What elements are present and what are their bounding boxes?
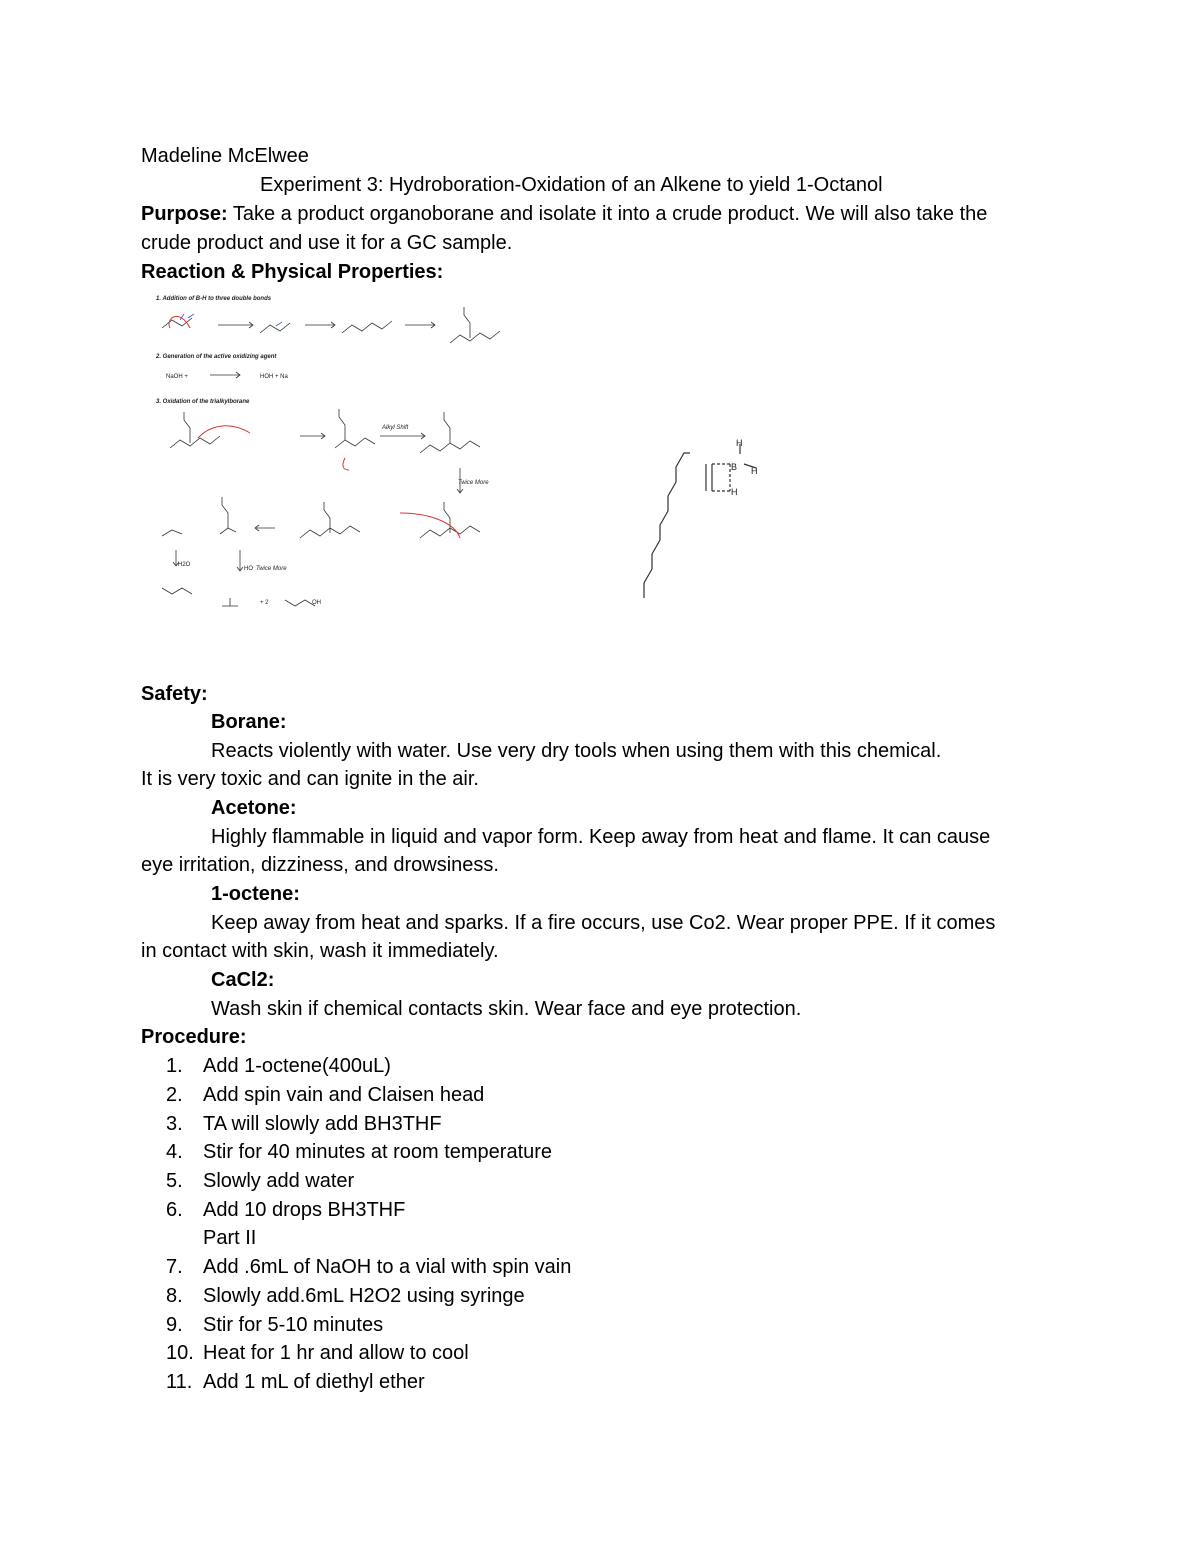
mechanism-step1-label: 1. Addition of B-H to three double bonds [156,296,272,302]
safety-heading: Safety: [141,683,208,705]
safety-item-line-1: Keep away from heat and sparks. If a fire occurs, use Co2. Wear proper PPE. If it comes [211,912,996,934]
reaction-heading: Reaction & Physical Properties: [141,261,444,283]
mechanism-step2-label: 2. Generation of the active oxidizing agent [156,354,277,360]
twice-more-label: Twice More [458,480,489,486]
step-text: Add 10 drops BH3THF [203,1199,406,1221]
step-number: 3. [166,1113,183,1135]
step-number: 4. [166,1141,183,1163]
step-number: 9. [166,1314,183,1336]
safety-item-name: 1-octene: [211,883,300,905]
step-number: 1. [166,1055,183,1077]
step-text: Add spin vain and Claisen head [203,1084,485,1106]
part-two-label: Part II [203,1227,257,1249]
svg-text:H: H [736,438,743,448]
author-name: Madeline McElwee [141,145,309,167]
step-text: Slowly add water [203,1170,355,1192]
step-text: Add 1-octene(400uL) [203,1055,391,1077]
purpose-label: Purpose: [141,203,228,225]
page-title: Experiment 3: Hydroboration-Oxidation of an Alkene to yield 1-Octanol [260,174,883,196]
octene-borane-structure [630,430,780,605]
step-number: 2. [166,1084,183,1106]
procedure-heading: Procedure: [141,1026,247,1048]
step-number: 7. [166,1256,183,1278]
ho-label: HO [244,566,253,572]
step-text: Add 1 mL of diethyl ether [203,1371,425,1393]
step-text: TA will slowly add BH3THF [203,1113,442,1135]
oh-label: OH [312,600,321,606]
safety-item-line-2: in contact with skin, wash it immediately. [141,940,499,962]
plus-two-label: + 2 [260,600,269,606]
step-text: Stir for 40 minutes at room temperature [203,1141,553,1163]
h2o-label: H2O [178,562,191,568]
safety-item-name: Acetone: [211,797,297,819]
twice-more-label-2: Twice More [256,566,287,572]
safety-item-name: CaCl2: [211,969,275,991]
safety-item-line-1: Highly flammable in liquid and vapor form. Keep away from heat and flame. It can cause [211,826,991,848]
svg-text:H: H [751,466,758,476]
step-number: 10. [166,1342,194,1364]
safety-item-line-2: It is very toxic and can ignite in the air. [141,768,479,790]
step-number: 11. [166,1371,193,1393]
step-text: Stir for 5-10 minutes [203,1314,384,1336]
safety-item-line-2: eye irritation, dizziness, and drowsiness. [141,854,499,876]
safety-item-name: Borane: [211,711,287,733]
mechanism-step3-label: 3. Oxidation of the trialkylborane [156,399,250,405]
purpose-text-1: Take a product organoborane and isolate it into a crude product. We will also take the [227,203,988,225]
step-number: 5. [166,1170,183,1192]
svg-text:H: H [731,487,738,497]
mechanism-diagram [150,288,530,618]
naoh-equation: NaOH + [166,374,188,380]
purpose-line-2: crude product and use it for a GC sample. [141,232,513,254]
step-number: 8. [166,1285,183,1307]
step-text: Slowly add.6mL H2O2 using syringe [203,1285,525,1307]
safety-item-line-1: Wash skin if chemical contacts skin. Wear face and eye protection. [211,998,802,1020]
purpose-line-1 [141,200,987,229]
alkyl-shift-label: Alkyl Shift [382,425,409,431]
step-number: 6. [166,1199,183,1221]
step-text: Heat for 1 hr and allow to cool [203,1342,469,1364]
hoh-equation: HOH + Na [260,374,288,380]
step-text: Add .6mL of NaOH to a vial with spin vain [203,1256,572,1278]
safety-item-line-1: Reacts violently with water. Use very dry tools when using them with this chemical. [211,740,942,762]
svg-text:B: B [731,462,738,472]
